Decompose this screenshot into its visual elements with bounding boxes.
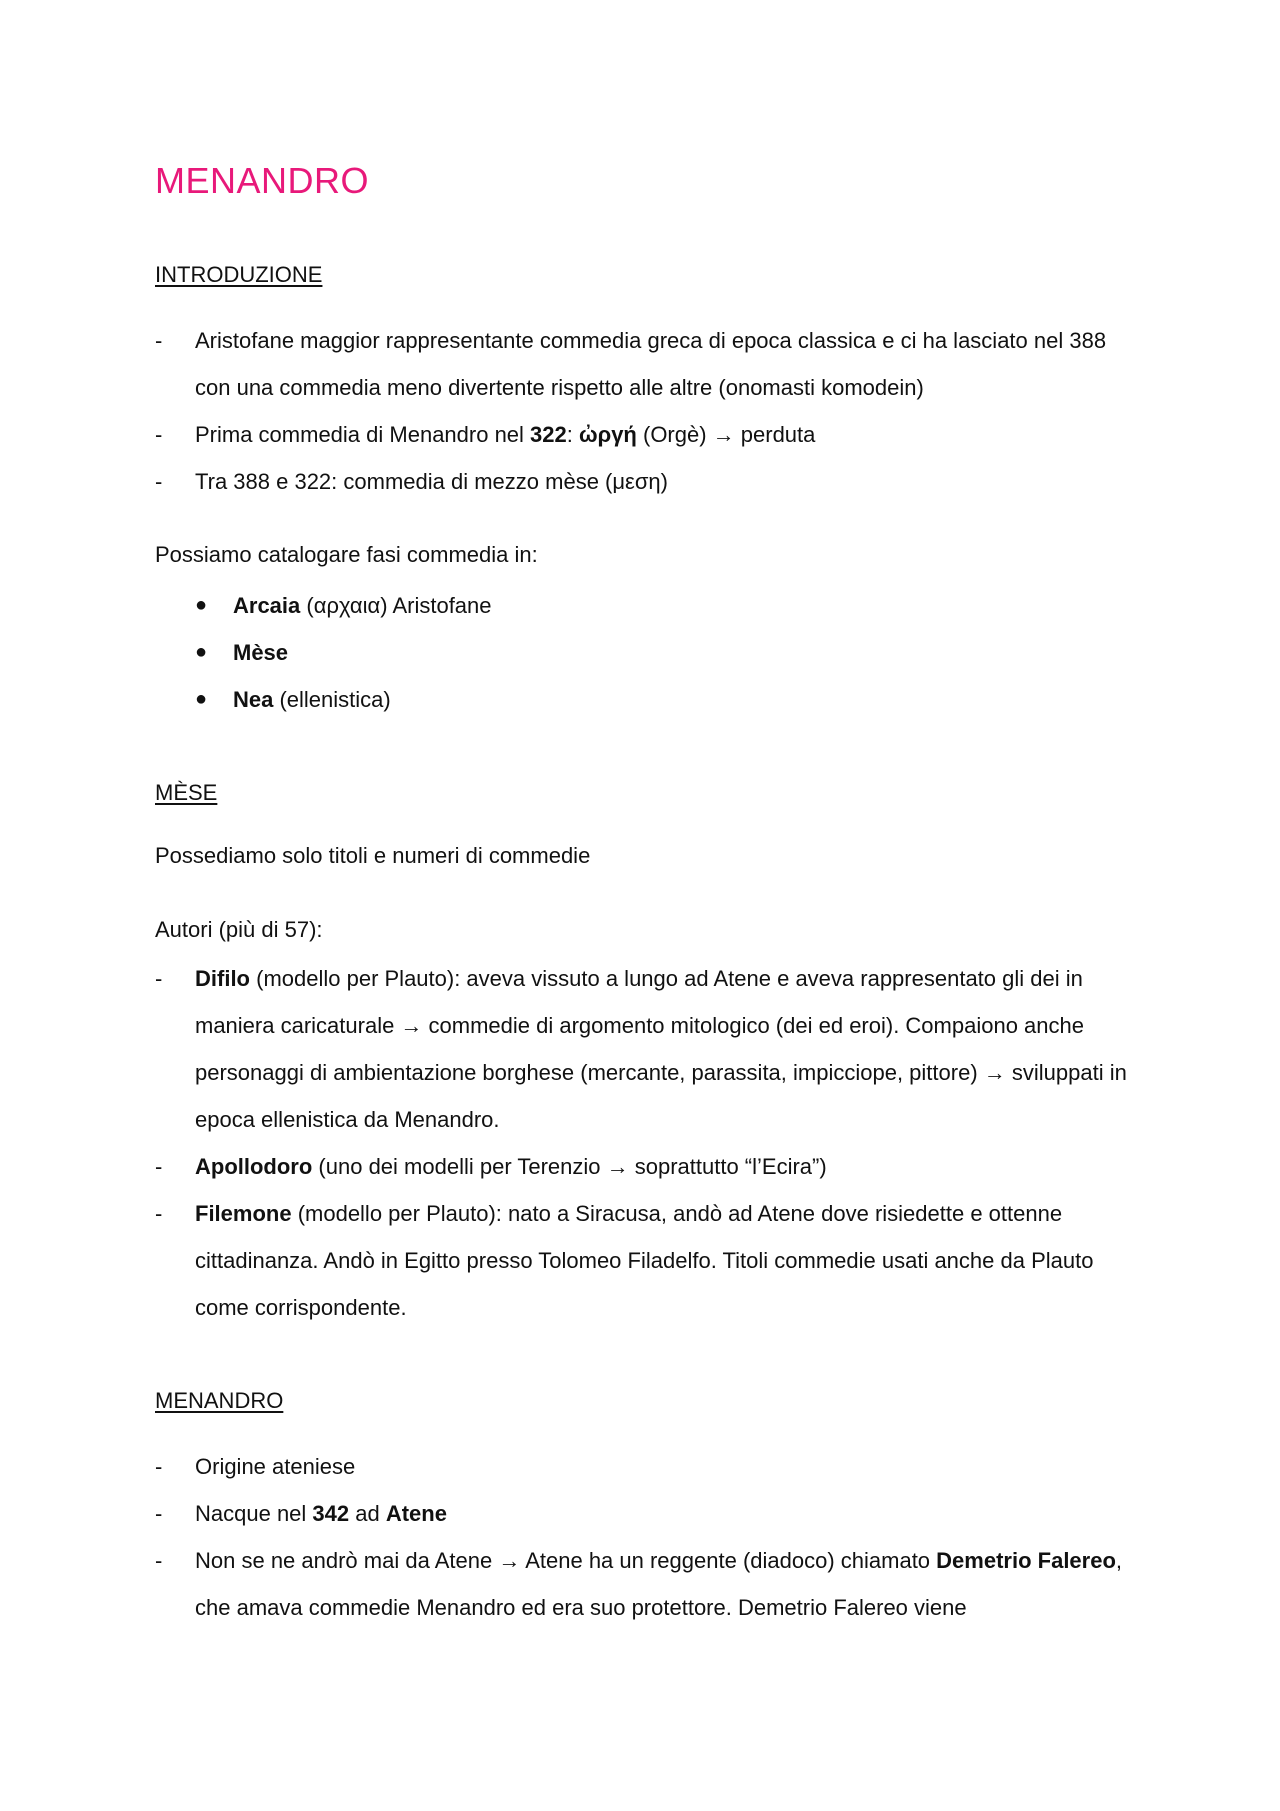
phases-list (195, 582, 492, 723)
list-item: - Aristofane maggior rappresentante commedia greca di epoca classica e ci ha lasciato nel 388 con una commedia meno divertente rispetto alle altre (onomasti komodein) (155, 317, 1135, 411)
dash-marker: - (155, 1548, 163, 1573)
bullet-icon: ● (195, 688, 208, 710)
list-item: ● Mèse (195, 629, 492, 676)
authors-list (155, 955, 1135, 1331)
list-item: - Nacque nel 342 ad Atene (155, 1490, 1135, 1537)
bullet-icon: ● (195, 641, 208, 663)
list-item: ● Arcaia (αρχαια) Aristofane (195, 582, 492, 629)
heading-introduzione: INTRODUZIONE (155, 262, 323, 287)
list-item: - Filemone (modello per Plauto): nato a Siracusa, andò ad Atene dove risiedette e ottenne cittadinanza. Andò in Egitto presso Tolomeo Filadelfo. Titoli commedie usati anche da Plauto come corrispondente. (155, 1190, 1135, 1331)
dash-marker: - (155, 422, 163, 447)
intro-list (155, 317, 1135, 505)
heading-mese: MÈSE (155, 780, 218, 805)
list-item: - Difilo (modello per Plauto): aveva vissuto a lungo ad Atene e aveva rappresentato gli dei in maniera caricaturale → commedie di argomento mitologico (dei ed eroi). Compaiono anche personaggi di ambientazione borghese (mercante, parassita, impicciope, pittore) → sviluppati in epoca ellenistica da Menandro. (155, 955, 1135, 1143)
dash-marker: - (155, 328, 163, 353)
list-item: - Apollodoro (uno dei modelli per Terenzio → soprattutto “l’Ecira”) (155, 1143, 1135, 1190)
page-title: MENANDRO (155, 160, 370, 201)
list-item: - Origine ateniese (155, 1443, 1135, 1490)
dash-marker: - (155, 1154, 163, 1179)
dash-marker: - (155, 1501, 163, 1526)
mese-para-authors: Autori (più di 57): (155, 917, 323, 942)
menandro-list (155, 1443, 1135, 1631)
bullet-icon: ● (195, 594, 208, 616)
list-item: - Tra 388 e 322: commedia di mezzo mèse (μεση) (155, 458, 1135, 505)
phases-intro: Possiamo catalogare fasi commedia in: (155, 542, 538, 567)
list-item: ● Nea (ellenistica) (195, 676, 492, 723)
dash-marker: - (155, 1201, 163, 1226)
dash-marker: - (155, 966, 163, 991)
dash-marker: - (155, 469, 163, 494)
list-item: - Prima commedia di Menandro nel 322: ὠργή (Orgè) → perduta (155, 411, 1135, 458)
dash-marker: - (155, 1454, 163, 1479)
heading-menandro: MENANDRO (155, 1388, 284, 1413)
list-item: - Non se ne andrò mai da Atene → Atene ha un reggente (diadoco) chiamato Demetrio Falereo, che amava commedie Menandro ed era suo protettore. Demetrio Falereo viene (155, 1537, 1135, 1631)
mese-para-titles: Possediamo solo titoli e numeri di commedie (155, 843, 591, 868)
